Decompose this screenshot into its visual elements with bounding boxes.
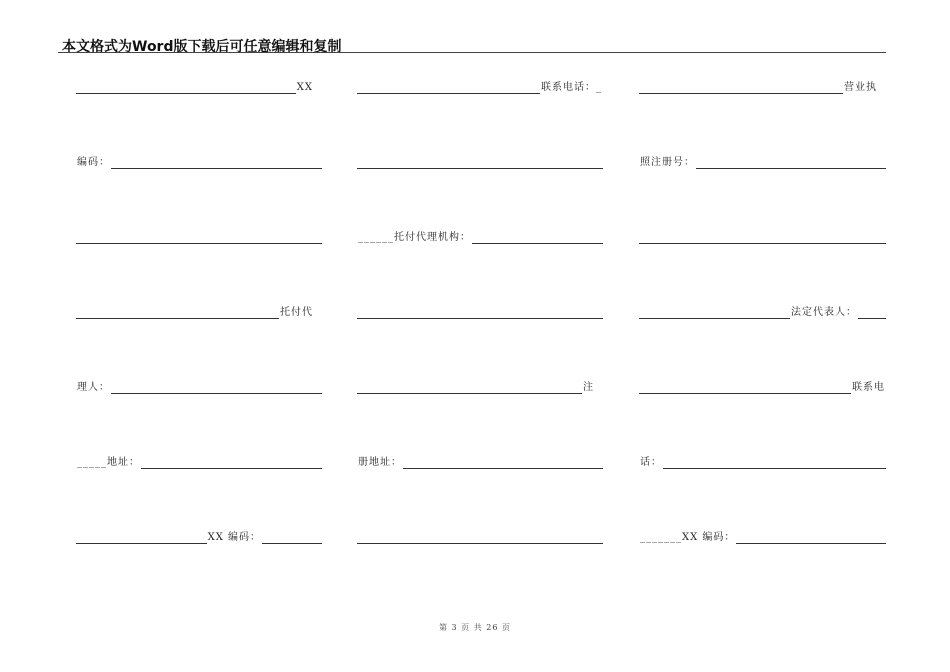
fill-line[interactable] bbox=[76, 307, 279, 319]
field-phone-part2 bbox=[639, 453, 886, 469]
field-label: _____地址： bbox=[77, 457, 140, 468]
field-label: 理人： bbox=[77, 382, 110, 393]
fill-line[interactable] bbox=[696, 157, 886, 169]
field-registration-number bbox=[639, 153, 886, 169]
field-label: 编码： bbox=[77, 157, 110, 168]
fill-line[interactable] bbox=[357, 82, 540, 94]
form-row-3 bbox=[76, 228, 886, 244]
fill-line[interactable] bbox=[357, 382, 582, 394]
fill-line[interactable] bbox=[262, 532, 322, 544]
page-number-footer: 第 3 页 共 26 页 bbox=[439, 623, 511, 632]
field-label: 照注册号： bbox=[640, 157, 695, 168]
field-blank bbox=[639, 228, 886, 244]
fill-line[interactable] bbox=[472, 232, 603, 244]
field-label: 联系电 bbox=[852, 382, 885, 393]
field-legal-rep bbox=[639, 303, 886, 319]
field-label: 托付代 bbox=[280, 307, 313, 318]
fill-line[interactable] bbox=[639, 232, 886, 244]
field-code bbox=[76, 528, 322, 544]
field-label: 营业执 bbox=[844, 82, 877, 93]
field-code bbox=[639, 528, 886, 544]
field-label: XX bbox=[296, 82, 313, 93]
field-blank bbox=[76, 228, 322, 244]
field-business-license bbox=[639, 78, 886, 94]
fill-line[interactable] bbox=[111, 382, 322, 394]
document-header-title: 本文格式为Word版下载后可任意编辑和复制 bbox=[62, 39, 342, 55]
fill-line[interactable] bbox=[111, 157, 322, 169]
fill-line[interactable] bbox=[141, 457, 322, 469]
form-row-4 bbox=[76, 303, 886, 319]
field-label: _______XX 编码： bbox=[640, 532, 736, 543]
fill-line[interactable] bbox=[357, 532, 603, 544]
fill-line[interactable] bbox=[403, 457, 603, 469]
field-label: 联系电话：_ bbox=[541, 82, 602, 93]
field-label: 册地址： bbox=[358, 457, 402, 468]
fill-line[interactable] bbox=[639, 382, 851, 394]
field-phone bbox=[357, 78, 603, 94]
form-row-5 bbox=[76, 378, 886, 394]
field-phone-part1 bbox=[639, 378, 886, 394]
fill-line[interactable] bbox=[858, 307, 886, 319]
fill-line[interactable] bbox=[76, 232, 322, 244]
form-row-1 bbox=[76, 78, 886, 94]
field-agency bbox=[357, 228, 603, 244]
fill-line[interactable] bbox=[663, 457, 886, 469]
header-divider bbox=[58, 52, 886, 53]
field-registered-address-part1 bbox=[357, 378, 603, 394]
form-row-6 bbox=[76, 453, 886, 469]
fill-line[interactable] bbox=[639, 307, 790, 319]
form-row-7 bbox=[76, 528, 886, 544]
fill-line[interactable] bbox=[76, 532, 207, 544]
field-label: XX 编码： bbox=[207, 532, 261, 543]
field-blank bbox=[357, 528, 603, 544]
form-row-2 bbox=[76, 153, 886, 169]
field-label: 法定代表人： bbox=[791, 307, 857, 318]
field-label: ______托付代理机构： bbox=[358, 232, 471, 243]
fill-line[interactable] bbox=[76, 82, 296, 94]
field-agent-part1 bbox=[76, 303, 322, 319]
field-address bbox=[76, 453, 322, 469]
field-label: 注 bbox=[583, 382, 594, 393]
field-blank bbox=[357, 153, 603, 169]
fill-line[interactable] bbox=[736, 532, 886, 544]
fill-line[interactable] bbox=[357, 307, 603, 319]
fill-line[interactable] bbox=[357, 157, 603, 169]
field-label: 话： bbox=[640, 457, 662, 468]
field-blank bbox=[76, 78, 322, 94]
field-registered-address-part2 bbox=[357, 453, 603, 469]
field-agent-part2 bbox=[76, 378, 322, 394]
field-code bbox=[76, 153, 322, 169]
field-blank bbox=[357, 303, 603, 319]
fill-line[interactable] bbox=[639, 82, 843, 94]
